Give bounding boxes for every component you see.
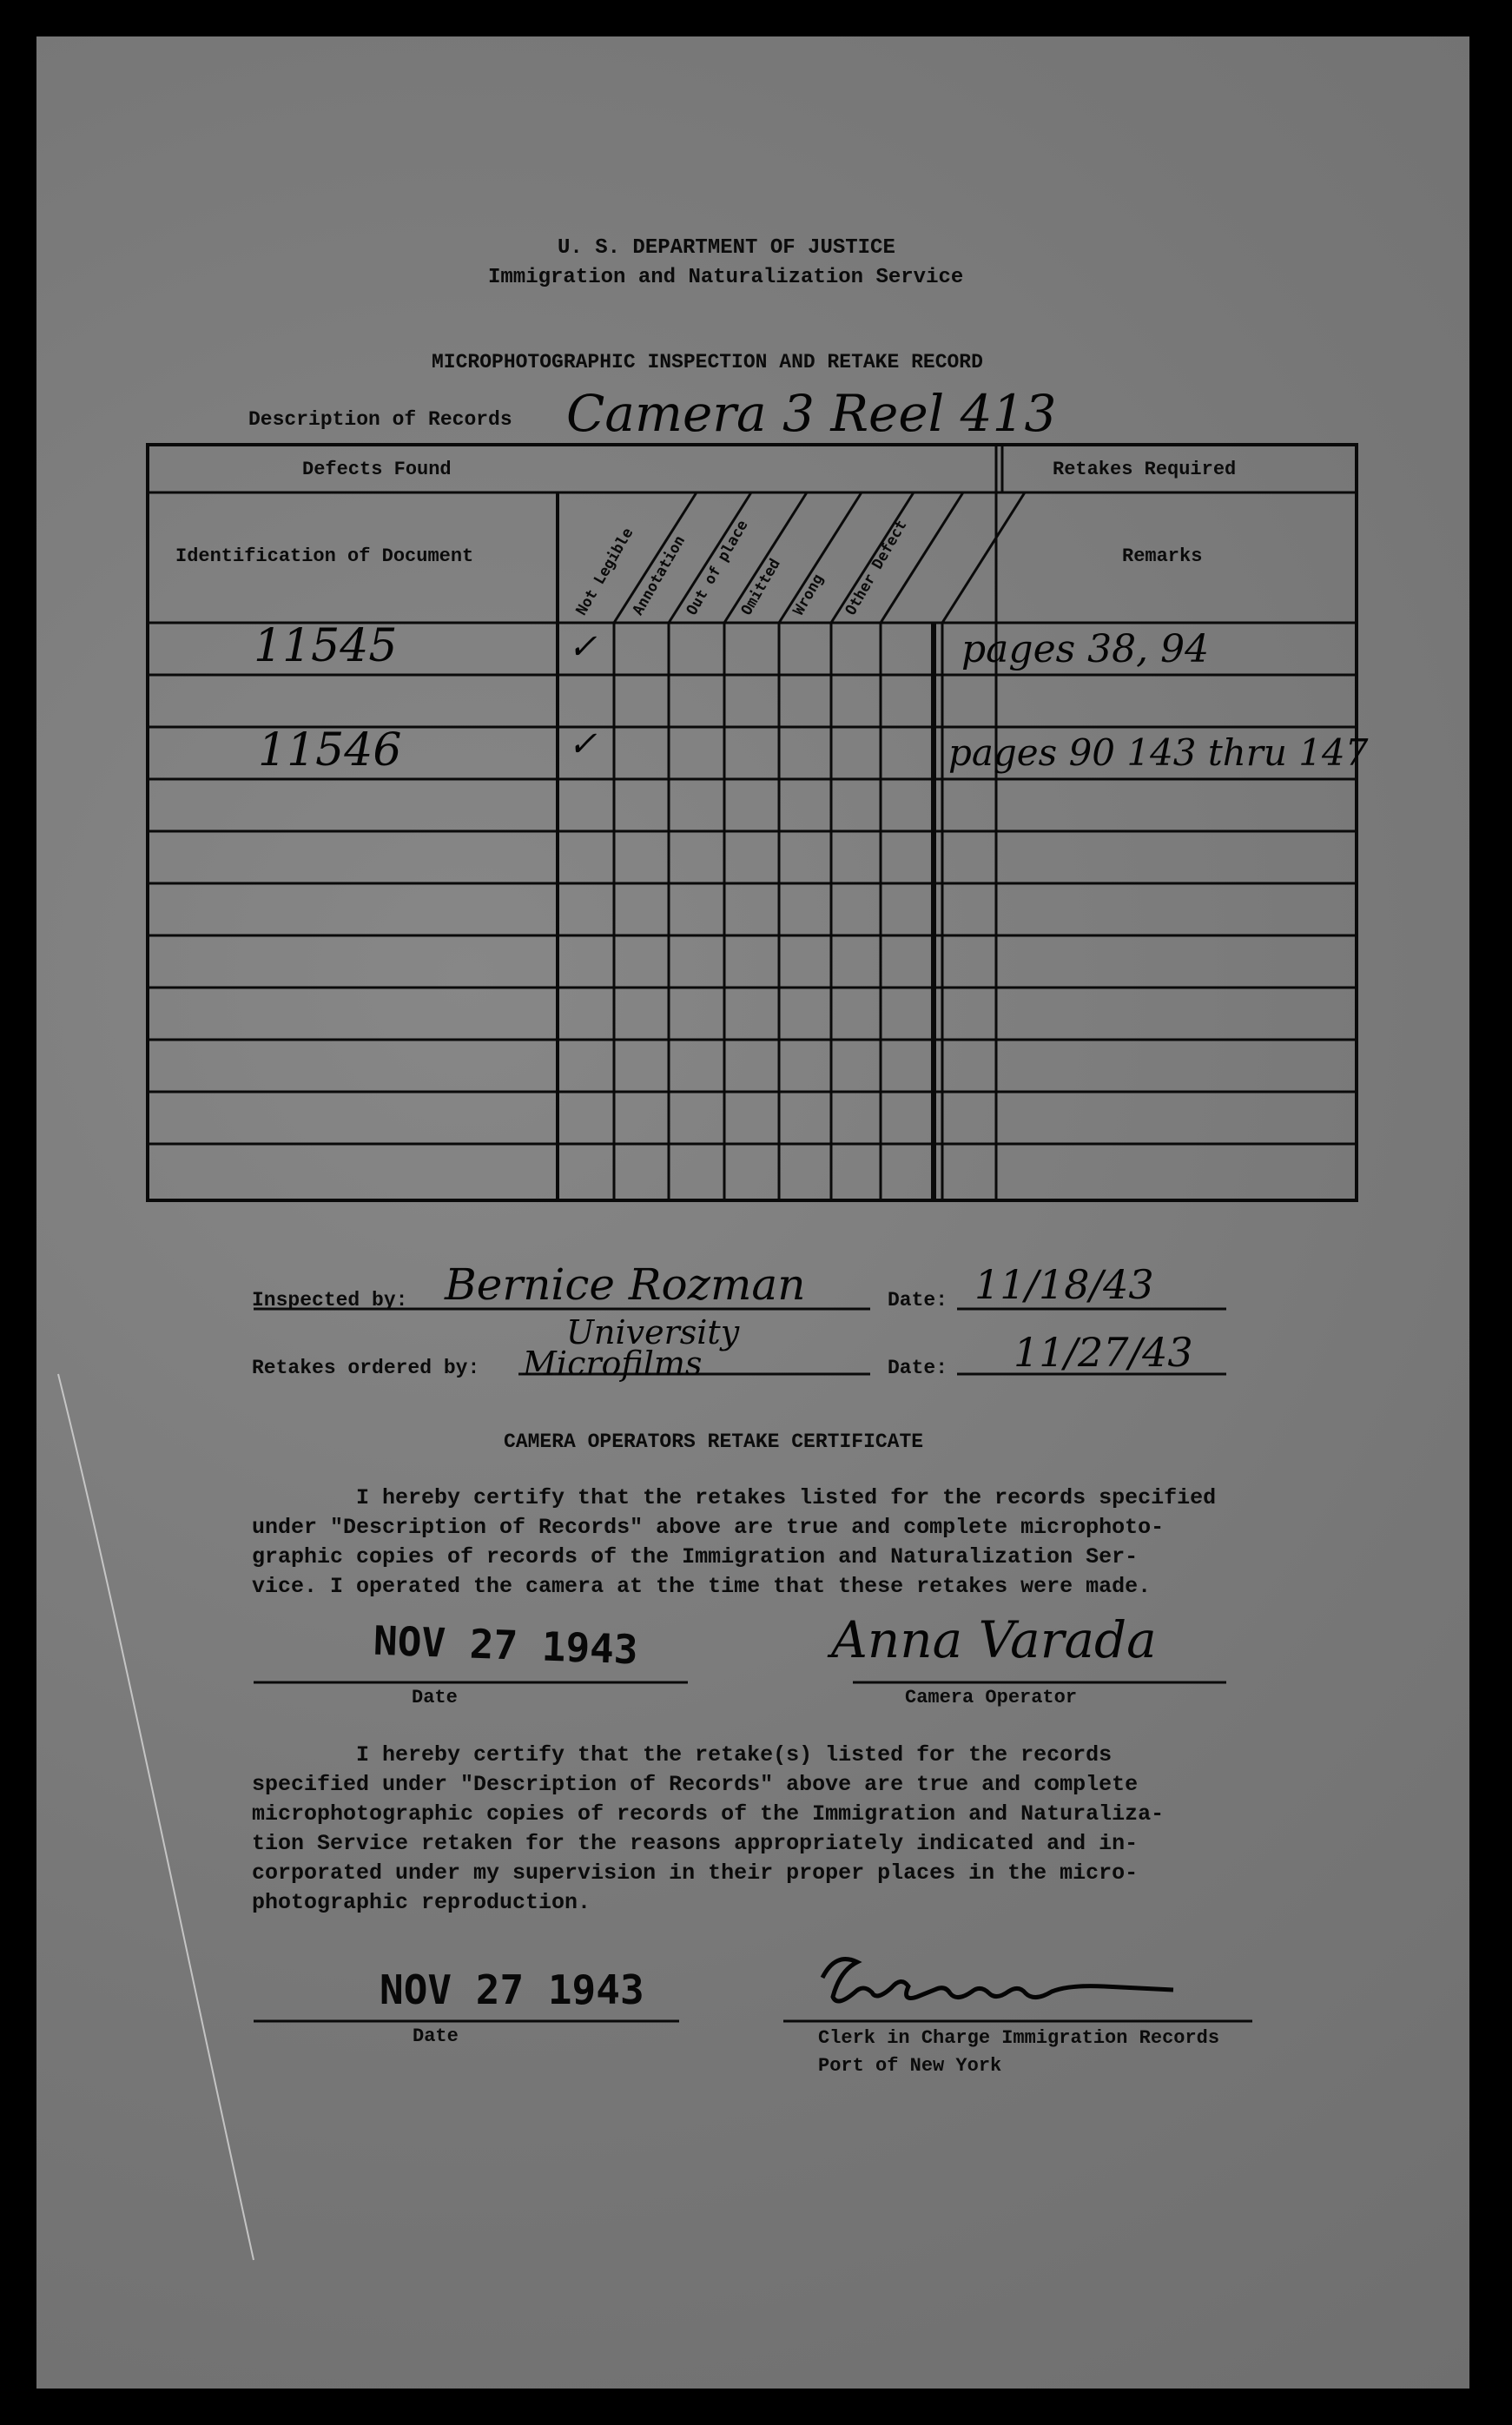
remarks-header: Remarks [1122, 545, 1203, 567]
inspected-date: 11/18/43 [974, 1261, 1154, 1308]
operator-signature: Anna Varada [831, 1610, 1157, 1669]
retakes-date-label: Date: [888, 1357, 948, 1379]
certificate-paragraph-2: I hereby certify that the retake(s) listed for the records specified under "Description of Records" above are true and complete microphotographic copies of records of the Immigration and Naturaliza- tion Service retaken for the reasons appropriately indicated and in- corporated under my supervision in their proper places in the micro- photographic reproduction. [252, 1742, 1165, 1915]
agency-heading: U. S. DEPARTMENT OF JUSTICE [558, 236, 895, 260]
col-header-other-defect: Other Defect [842, 517, 911, 618]
form-title: MICROPHOTOGRAPHIC INSPECTION AND RETAKE RECORD [432, 351, 983, 373]
col-header-wrong: Wrong [789, 571, 828, 618]
inspected-by-label: Inspected by: [252, 1289, 408, 1312]
retakes-required-header: Retakes Required [1053, 459, 1237, 480]
retakes-ordered-label: Retakes ordered by: [252, 1357, 480, 1379]
row-2-remarks: pages 90 143 thru 147 [948, 731, 1369, 774]
description-label: Description of Records [248, 408, 512, 431]
service-heading: Immigration and Naturalization Service [488, 266, 964, 289]
date-stamp-1: NOV 27 1943 [373, 1616, 639, 1674]
date-label-1: Date [412, 1687, 458, 1708]
defects-found-header: Defects Found [302, 459, 452, 480]
camera-operator-label: Camera Operator [905, 1687, 1078, 1708]
certificate-title: CAMERA OPERATORS RETAKE CERTIFICATE [504, 1431, 924, 1453]
inspected-date-label: Date: [888, 1289, 948, 1312]
retakes-ordered-line2: Microfilms [523, 1345, 703, 1383]
clerk-title-label: Clerk in Charge Immigration Records [818, 2027, 1220, 2049]
row-2-check: ✓ [568, 724, 598, 764]
row-2-id: 11546 [258, 724, 402, 776]
document-page [36, 36, 1469, 2389]
col-header-not-legible: Not Legible [572, 525, 637, 618]
col-header-annotation: Annotation [629, 532, 690, 618]
clerk-port-label: Port of New York [818, 2055, 1002, 2077]
date-stamp-2: NOV 27 1943 [380, 1966, 644, 2013]
date-label-2: Date [413, 2025, 459, 2047]
retakes-date: 11/27/43 [1014, 1329, 1193, 1376]
description-value: Camera 3 Reel 413 [566, 384, 1057, 443]
col-header-omitted: Omitted [737, 555, 784, 618]
identification-header: Identification of Document [175, 545, 474, 567]
row-1-remarks: pages 38, 94 [961, 627, 1210, 671]
retakes-ordered-line1: University [566, 1313, 740, 1351]
inspected-by-signature: Bernice Rozman [445, 1259, 806, 1310]
col-header-out-of-place: Out of place [683, 517, 752, 618]
row-1-check: ✓ [568, 627, 598, 667]
row-1-id: 11545 [254, 620, 398, 672]
certificate-paragraph-1: I hereby certify that the retakes listed for the records specified under "Description of Records" above are true and complete microphoto- graphic copies of records of the Immigration and Naturalization Ser- vice. I operated the camera at the time that these retakes were made. [252, 1485, 1217, 1599]
film-scratch [36, 36, 1469, 2389]
